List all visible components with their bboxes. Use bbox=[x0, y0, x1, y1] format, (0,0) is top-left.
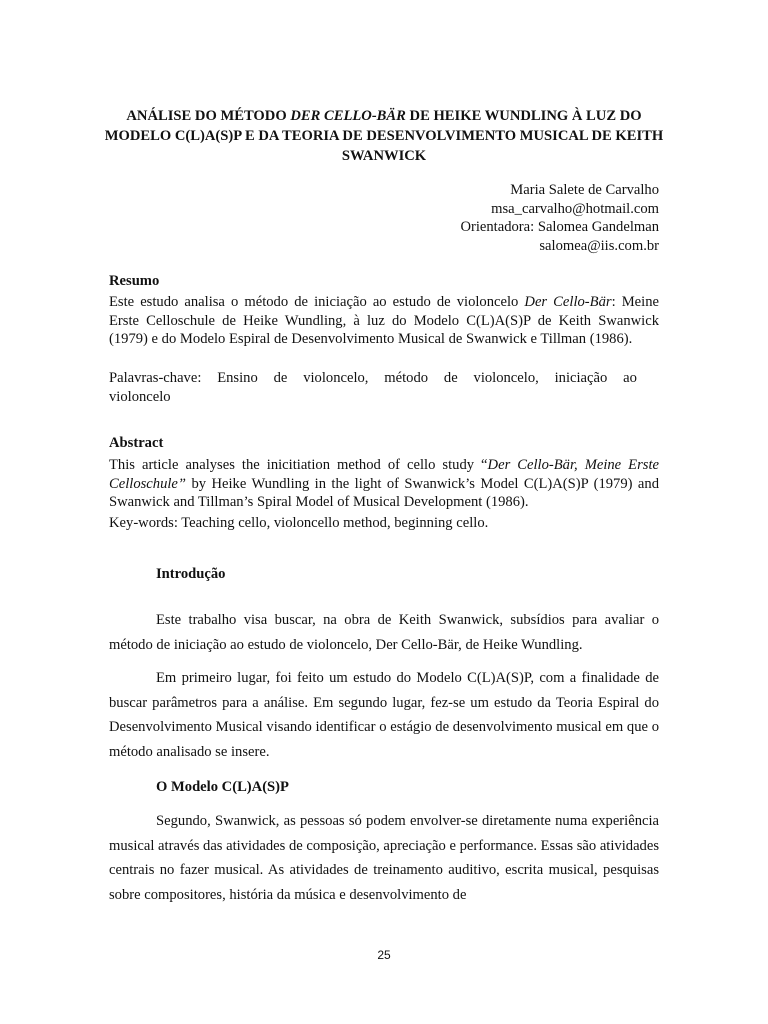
modelo-paragraph-1: Segundo, Swanwick, as pessoas só podem envolver-se diretamente numa experiência musical através das atividades de composição, apreciação e performance. Essas são atividades centrais no fazer musical. As atividades de treinamento auditivo, escrita musical, pesquisas sobre compositores, história da música e desenvolvimento de bbox=[109, 813, 659, 903]
modelo-heading: O Modelo C(L)A(S)P bbox=[156, 779, 289, 795]
author-name: Maria Salete de Carvalho bbox=[510, 182, 659, 198]
page-number: 25 bbox=[377, 948, 391, 962]
abstract-keywords: Key-words: Teaching cello, violoncello method, beginning cello. bbox=[109, 515, 489, 531]
introducao-paragraph-2: Em primeiro lugar, foi feito um estudo do Modelo C(L)A(S)P, com a finalidade de buscar parâmetros para a análise. Em segundo lugar, fez-se um estudo da Teoria Espiral do Desenvolvimento Musical visando identificar o estágio de desenvolvimento musical em que o método analisado se insere. bbox=[109, 670, 659, 760]
paper-title: ANÁLISE DO MÉTODO DER CELLO-BÄR DE HEIKE WUNDLING À LUZ DO MODELO C(L)A(S)P E DA TEORIA DE DESENVOLVIMENTO MUSICAL DE KEITH SWANWICK bbox=[104, 108, 664, 164]
introducao-paragraph-1: Este trabalho visa buscar, na obra de Keith Swanwick, subsídios para avaliar o método de iniciação ao estudo de violoncelo, Der Cello-Bär, de Heike Wundling. bbox=[109, 612, 659, 653]
author-email: msa_carvalho@hotmail.com bbox=[491, 200, 659, 217]
resumo-text: Este estudo analisa o método de iniciação ao estudo de violoncelo Der Cello-Bär: Meine Erste Celloschule de Heike Wundling, à luz do Modelo C(L)A(S)P de Keith Swanwick (1979) e do Modelo Espiral de Desenvolvimento Musical de Swanwick e Tillman (1986). bbox=[109, 294, 659, 348]
introducao-heading: Introdução bbox=[156, 566, 226, 582]
resumo-heading: Resumo bbox=[109, 273, 160, 289]
advisor-email: salomea@iis.com.br bbox=[539, 237, 659, 254]
abstract-text: This article analyses the inicitiation method of cello study “Der Cello-Bär, Meine Erste Celloschule” by Heike Wundling in the light of Swanwick’s Model C(L)A(S)P (1979) and Swanwick and Tillman’s Spiral Model of Musical Development (1986). bbox=[109, 457, 659, 511]
advisor-name: Orientadora: Salomea Gandelman bbox=[460, 219, 659, 236]
resumo-keywords: Palavras-chave: Ensino de violoncelo, método de violoncelo, iniciação ao violoncelo bbox=[109, 370, 637, 405]
author-block bbox=[460, 181, 659, 255]
abstract-heading: Abstract bbox=[109, 435, 164, 451]
keywords-line: Palavras-chave: Ensino de violoncelo, método de violoncelo, iniciação ao bbox=[109, 370, 637, 386]
